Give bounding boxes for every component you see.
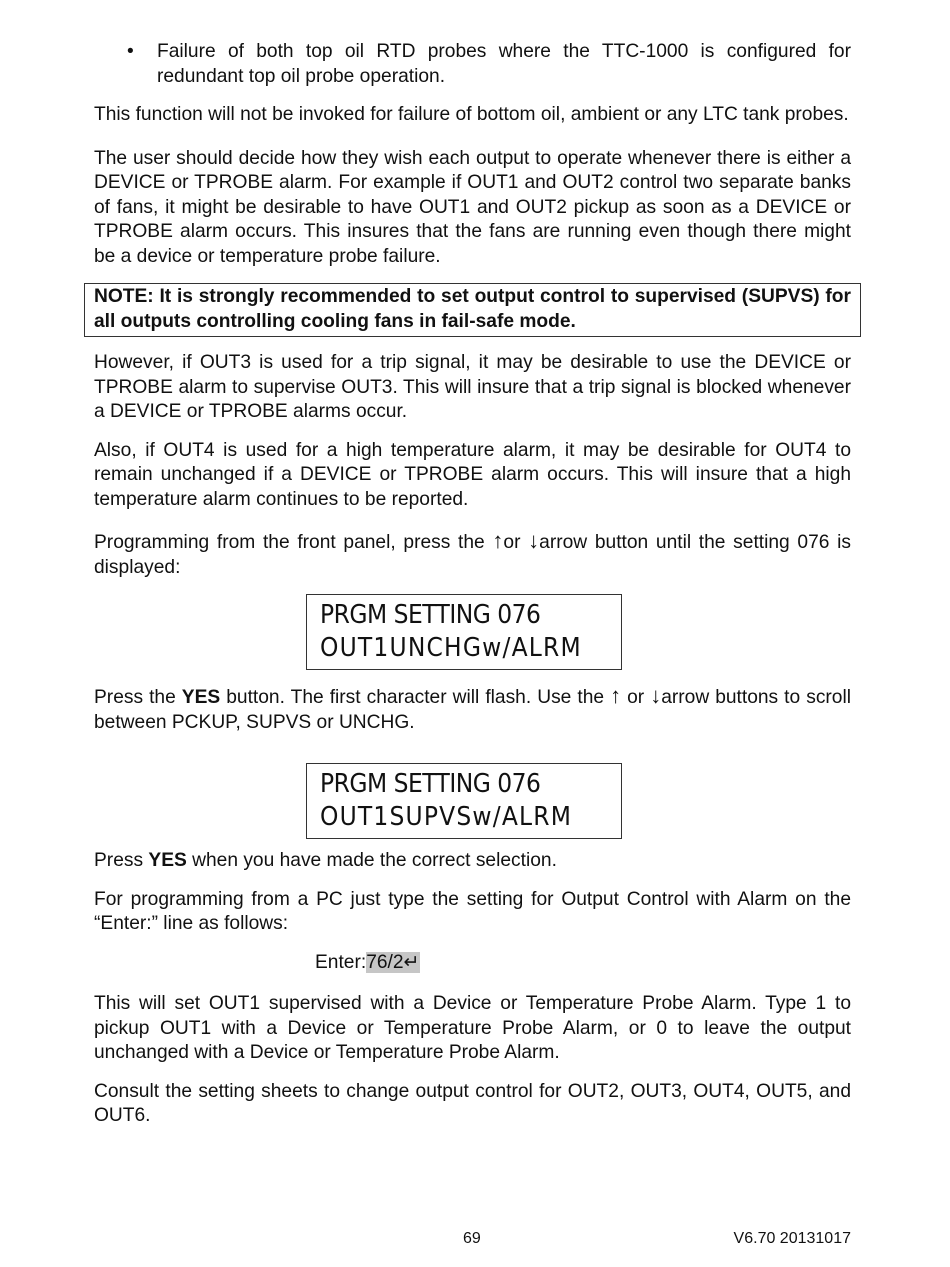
bullet-item <box>94 40 851 89</box>
down-arrow-icon: ↓ <box>650 683 662 708</box>
paragraph-out4: Also, if OUT4 is used for a high temperature alarm, it may be desirable for OUT4 to remain unchanged if a DEVICE or TPROBE alarm occurs. This will insure that a high temperature alarm continues to be reported. <box>94 439 851 510</box>
bullet-text: Failure of both top oil RTD probes where the TTC-1000 is configured for redundant top oil probe operation. <box>157 41 851 87</box>
yes-label: YES <box>181 687 221 708</box>
lcd-line-2: OUT1SUPVSw/ALRM <box>320 802 573 832</box>
lcd-display-supervised <box>306 763 622 839</box>
paragraph-pc-programming: For programming from a PC just type the setting for Output Control with Alarm on the “Enter:” line as follows: <box>94 888 851 934</box>
paragraph-press-yes: Press the YES button. The first character will flash. Use the ↑ or ↓arrow buttons to scroll between PCKUP, SUPVS or UNCHG. <box>94 683 851 733</box>
up-arrow-icon: ↑ <box>492 528 504 553</box>
lcd-line-1: PRGM SETTING 076 <box>320 600 541 630</box>
enter-label: Enter: <box>315 951 367 973</box>
note-box: NOTE: It is strongly recommended to set output control to supervised (SUPVS) for all outputs controlling cooling fans in fail-safe mode. <box>84 283 861 337</box>
down-arrow-icon: ↓ <box>528 528 540 553</box>
lcd-display-unchanged <box>306 594 622 670</box>
paragraph-out3: However, if OUT3 is used for a trip signal, it may be desirable to use the DEVICE or TPROBE alarm to supervise OUT3. This will insure that a trip signal is blocked whenever a DEVICE or TPROBE alarms occur. <box>94 352 851 422</box>
paragraph-user-decide: The user should decide how they wish each output to operate whenever there is either a DEVICE or TPROBE alarm. For example if OUT1 and OUT2 control two separate banks of fans, it might be desirable to have OUT1 and OUT2 pickup as soon as a DEVICE or TPROBE alarm occurs. This insures that the fans are running even though there might be a device or temperature probe failure. <box>94 147 851 267</box>
paragraph-set-out1: This will set OUT1 supervised with a Device or Temperature Probe Alarm. Type 1 to pickup OUT1 with a Device or Temperature Probe Alarm, or 0 to leave the output unchanged with a Device or Temperature Probe Alarm. <box>94 993 851 1063</box>
document-page <box>94 40 851 1129</box>
yes-label: YES <box>148 850 187 871</box>
enter-command: 76/2↵ <box>366 951 420 973</box>
version-label: V6.70 20131017 <box>733 1230 851 1247</box>
page-number: 69 <box>463 1230 481 1247</box>
bullet-icon: • <box>127 41 134 62</box>
lcd-line-1: PRGM SETTING 076 <box>320 769 541 799</box>
lcd-line-2: OUT1UNCHGw/ALRM <box>320 633 582 663</box>
up-arrow-icon: ↑ <box>610 683 622 708</box>
paragraph-consult: Consult the setting sheets to change output control for OUT2, OUT3, OUT4, OUT5, and OUT6. <box>94 1080 851 1126</box>
paragraph-press-yes-selection: Press YES when you have made the correct selection. <box>94 850 557 871</box>
paragraph-front-panel: Programming from the front panel, press the ↑or ↓arrow button until the setting 076 is displayed: <box>94 528 851 578</box>
paragraph-probes: This function will not be invoked for failure of bottom oil, ambient or any LTC tank probes. <box>94 104 849 125</box>
enter-command-line <box>94 951 851 976</box>
